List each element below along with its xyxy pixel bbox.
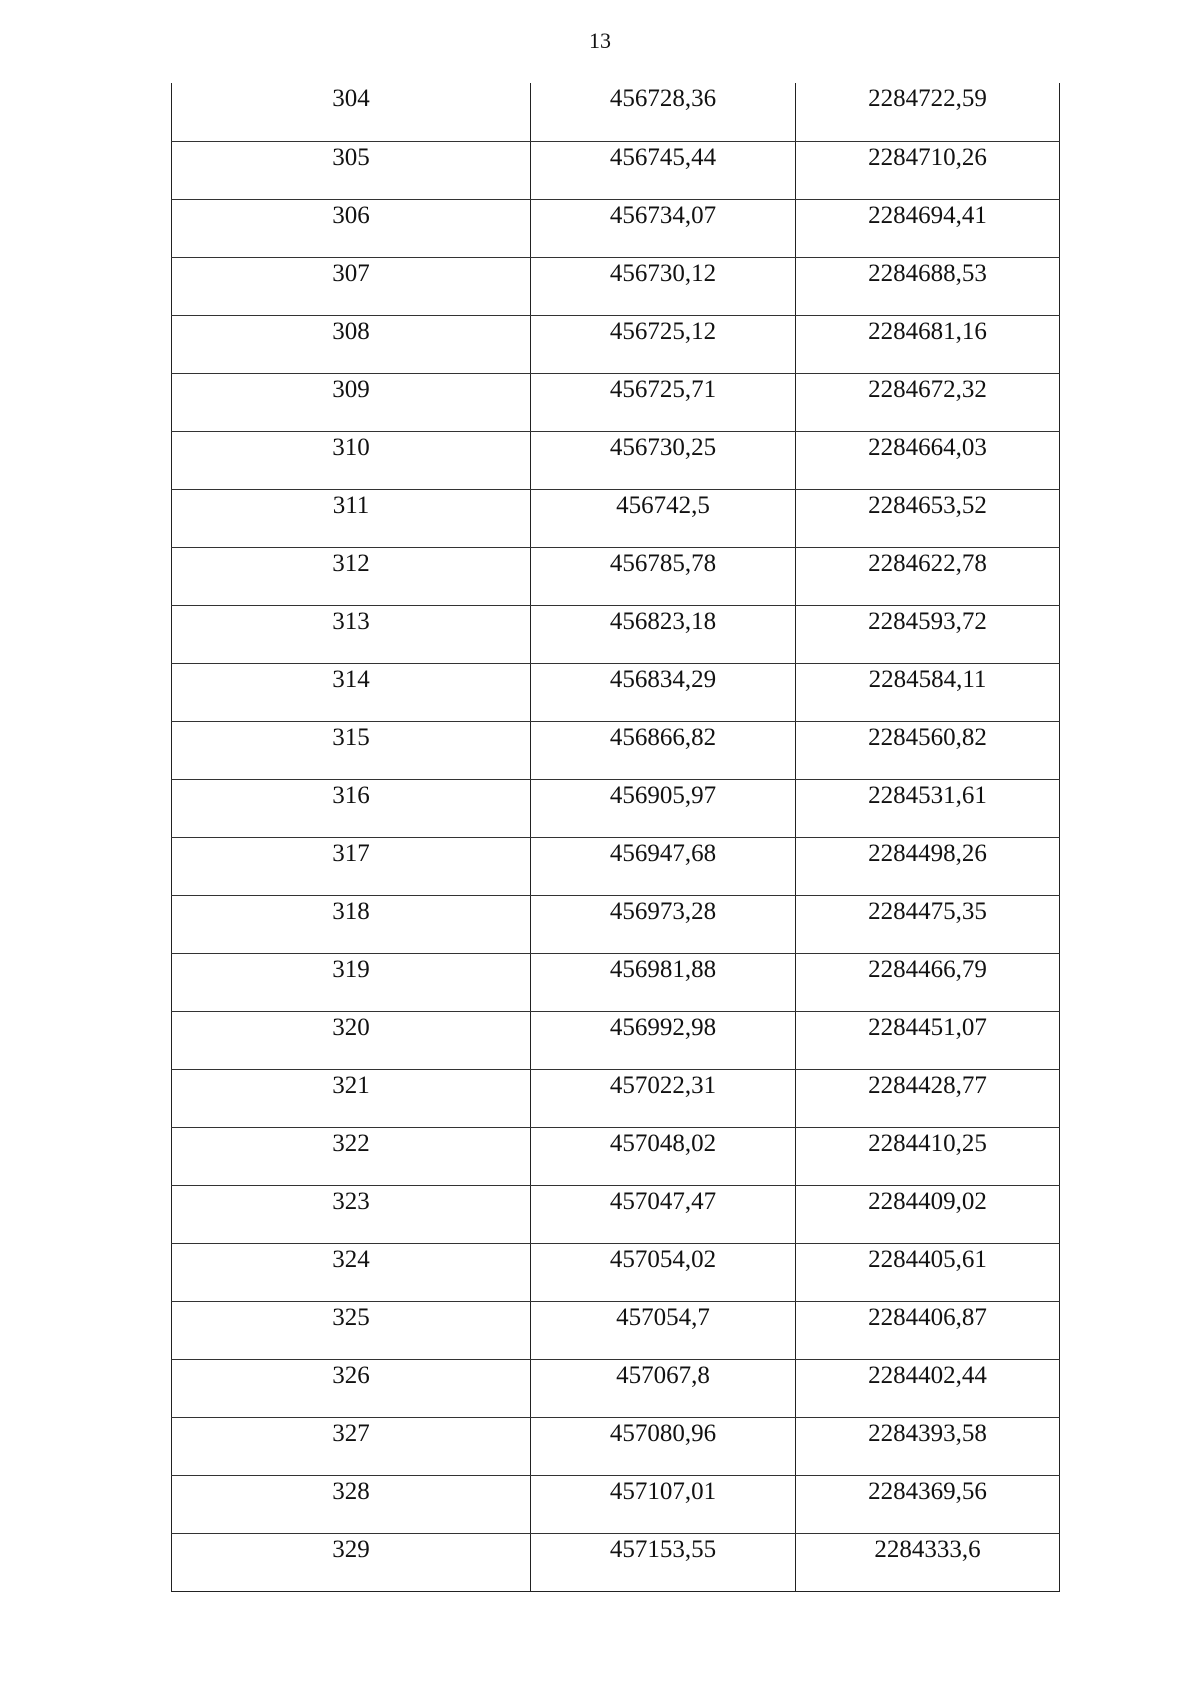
x-coordinate-cell: 457048,02	[531, 1127, 796, 1185]
x-coordinate-cell: 456992,98	[531, 1011, 796, 1069]
point-number-cell: 313	[172, 605, 531, 663]
table-row	[172, 895, 1060, 953]
y-coordinate-cell: 2284475,35	[796, 895, 1060, 953]
y-coordinate-cell: 2284688,53	[796, 257, 1060, 315]
y-coordinate-cell: 2284593,72	[796, 605, 1060, 663]
x-coordinate-cell: 457054,02	[531, 1243, 796, 1301]
table-row	[172, 489, 1060, 547]
table-row	[172, 141, 1060, 199]
point-number-cell: 315	[172, 721, 531, 779]
point-number-cell: 322	[172, 1127, 531, 1185]
y-coordinate-cell: 2284498,26	[796, 837, 1060, 895]
point-number-cell: 328	[172, 1475, 531, 1533]
x-coordinate-cell: 457153,55	[531, 1533, 796, 1591]
x-coordinate-cell: 456866,82	[531, 721, 796, 779]
point-number-cell: 318	[172, 895, 531, 953]
x-coordinate-cell: 456745,44	[531, 141, 796, 199]
x-coordinate-cell: 456730,12	[531, 257, 796, 315]
point-number-cell: 323	[172, 1185, 531, 1243]
point-number-cell: 320	[172, 1011, 531, 1069]
y-coordinate-cell: 2284451,07	[796, 1011, 1060, 1069]
table-row	[172, 1359, 1060, 1417]
x-coordinate-cell: 457022,31	[531, 1069, 796, 1127]
x-coordinate-cell: 456905,97	[531, 779, 796, 837]
x-coordinate-cell: 457047,47	[531, 1185, 796, 1243]
table-row	[172, 1243, 1060, 1301]
table-row	[172, 953, 1060, 1011]
table-row	[172, 83, 1060, 141]
point-number-cell: 304	[172, 83, 531, 141]
x-coordinate-cell: 457067,8	[531, 1359, 796, 1417]
point-number-cell: 306	[172, 199, 531, 257]
point-number-cell: 317	[172, 837, 531, 895]
x-coordinate-cell: 456742,5	[531, 489, 796, 547]
table-row	[172, 663, 1060, 721]
point-number-cell: 309	[172, 373, 531, 431]
x-coordinate-cell: 456973,28	[531, 895, 796, 953]
point-number-cell: 325	[172, 1301, 531, 1359]
point-number-cell: 326	[172, 1359, 531, 1417]
table-row	[172, 1069, 1060, 1127]
y-coordinate-cell: 2284393,58	[796, 1417, 1060, 1475]
x-coordinate-cell: 456823,18	[531, 605, 796, 663]
table-row	[172, 1417, 1060, 1475]
y-coordinate-cell: 2284428,77	[796, 1069, 1060, 1127]
y-coordinate-cell: 2284333,6	[796, 1533, 1060, 1591]
table-row	[172, 547, 1060, 605]
point-number-cell: 321	[172, 1069, 531, 1127]
table-row	[172, 1185, 1060, 1243]
table-row	[172, 373, 1060, 431]
table-row	[172, 1011, 1060, 1069]
x-coordinate-cell: 456947,68	[531, 837, 796, 895]
table-row	[172, 431, 1060, 489]
y-coordinate-cell: 2284466,79	[796, 953, 1060, 1011]
point-number-cell: 310	[172, 431, 531, 489]
x-coordinate-cell: 456834,29	[531, 663, 796, 721]
y-coordinate-cell: 2284369,56	[796, 1475, 1060, 1533]
point-number-cell: 324	[172, 1243, 531, 1301]
point-number-cell: 312	[172, 547, 531, 605]
coordinates-table-body	[172, 83, 1060, 1591]
page-number: 13	[589, 28, 611, 53]
y-coordinate-cell: 2284531,61	[796, 779, 1060, 837]
point-number-cell: 314	[172, 663, 531, 721]
point-number-cell: 327	[172, 1417, 531, 1475]
point-number-cell: 319	[172, 953, 531, 1011]
y-coordinate-cell: 2284402,44	[796, 1359, 1060, 1417]
y-coordinate-cell: 2284410,25	[796, 1127, 1060, 1185]
y-coordinate-cell: 2284672,32	[796, 373, 1060, 431]
point-number-cell: 305	[172, 141, 531, 199]
point-number-cell: 307	[172, 257, 531, 315]
y-coordinate-cell: 2284664,03	[796, 431, 1060, 489]
x-coordinate-cell: 457107,01	[531, 1475, 796, 1533]
y-coordinate-cell: 2284409,02	[796, 1185, 1060, 1243]
table-row	[172, 837, 1060, 895]
y-coordinate-cell: 2284653,52	[796, 489, 1060, 547]
point-number-cell: 308	[172, 315, 531, 373]
table-row	[172, 721, 1060, 779]
x-coordinate-cell: 456728,36	[531, 83, 796, 141]
point-number-cell: 316	[172, 779, 531, 837]
table-row	[172, 257, 1060, 315]
y-coordinate-cell: 2284584,11	[796, 663, 1060, 721]
y-coordinate-cell: 2284622,78	[796, 547, 1060, 605]
x-coordinate-cell: 457080,96	[531, 1417, 796, 1475]
x-coordinate-cell: 456981,88	[531, 953, 796, 1011]
table-row	[172, 779, 1060, 837]
y-coordinate-cell: 2284560,82	[796, 721, 1060, 779]
coordinates-table	[171, 83, 1060, 1592]
table-row	[172, 1127, 1060, 1185]
y-coordinate-cell: 2284722,59	[796, 83, 1060, 141]
x-coordinate-cell: 457054,7	[531, 1301, 796, 1359]
y-coordinate-cell: 2284694,41	[796, 199, 1060, 257]
x-coordinate-cell: 456734,07	[531, 199, 796, 257]
x-coordinate-cell: 456730,25	[531, 431, 796, 489]
point-number-cell: 311	[172, 489, 531, 547]
point-number-cell: 329	[172, 1533, 531, 1591]
table-row	[172, 199, 1060, 257]
table-row	[172, 1475, 1060, 1533]
x-coordinate-cell: 456725,71	[531, 373, 796, 431]
y-coordinate-cell: 2284406,87	[796, 1301, 1060, 1359]
table-row	[172, 315, 1060, 373]
table-row	[172, 605, 1060, 663]
x-coordinate-cell: 456725,12	[531, 315, 796, 373]
table-row	[172, 1533, 1060, 1591]
y-coordinate-cell: 2284681,16	[796, 315, 1060, 373]
y-coordinate-cell: 2284405,61	[796, 1243, 1060, 1301]
y-coordinate-cell: 2284710,26	[796, 141, 1060, 199]
x-coordinate-cell: 456785,78	[531, 547, 796, 605]
table-row	[172, 1301, 1060, 1359]
